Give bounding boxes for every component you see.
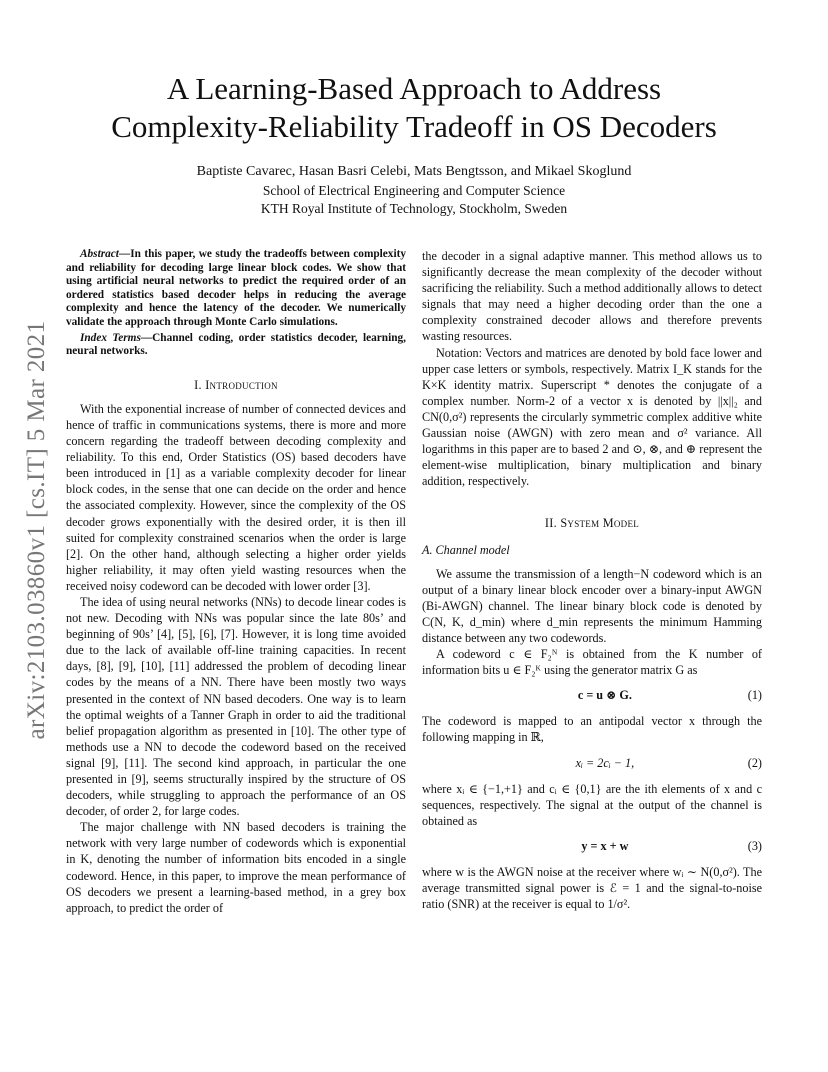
index-terms-text: —Channel coding, order statistics decoder, learning, neural networks.: [66, 331, 406, 358]
system-paragraph-4: where xᵢ ∈ {−1,+1} and cᵢ ∈ {0,1} are the ith elements of x and c sequences, respectively. The signal at the output of the channel is obtained as: [422, 781, 762, 828]
title-line-2: Complexity-Reliability Tradeoff in OS Decoders: [111, 109, 717, 144]
system-paragraph-5: where w is the AWGN noise at the receiver where wᵢ ∼ N(0,σ²). The average transmitted signal power is ℰ = 1 and the signal-to-noise ratio (SNR) at the receiver is equal to 1/σ².: [422, 865, 762, 912]
equation-1: [422, 687, 762, 703]
equation-2: [422, 755, 762, 771]
intro-paragraph-2: The idea of using neural networks (NNs) to decode linear codes is not new. Decoding with NNs was popular since the late 80s’ and beginning of 90s’ [4], [5], [6], [7]. However, it is long time avoided due to the lack of available off-line training capacities. In recent days, [8], [9], [10], [11] addressed the problem of decoding linear codes by the means of a NN. There have been mostly two ways presented in the context of NN based decoders. One way is to learn the optimal weights of a Tanner Graph in order to aid the traditional belief propagation algorithm as presented in [10]. The other type of methods use a NN to decode the codeword based on the received signal [9], [11]. The second kind approach, in particular the one presented in [9], seems structurally inspired by the structure of OS decoders, while struggling to approach the performance of an OS decoder, of order 2, for large codes.: [66, 594, 406, 819]
intro-paragraph-1: With the exponential increase of number of connected devices and hence of traffic in communications systems, there is more and more concern regarding the tradeoff between decoding complexity and reliability. To this end, Order Statistics (OS) based decoders have been introduced in [1] as a variable complexity decoder for linear block codes, in the sense that one can decide on the order and hence the associated complexity. However, since the complexity of the OS decoder grows exponentially with the desired order, it is then ill suited for complexity constrained scenarios when the order is large [2]. On the other hand, although selecting a higher order yields higher reliability, it may often yield wasting resources when the received noisy codeword can be decoded with lower order [3].: [66, 401, 406, 593]
notation-paragraph: Notation: Vectors and matrices are denoted by bold face lower and upper case letters or symbols, respectively. Matrix I_K stands for the K×K identity matrix. Superscript * denotes the conjugate of a complex number. Norm-2 of a vector x is denoted by ||x||₂ and CN(0,σ²) represents the circularly symmetric complex additive white Gaussian noise (AWGN) with zero mean and σ² variance. All logarithms in this paper are to based 2 and ⊙, ⊗, and ⊕ represent the element-wise multiplication, binary multiplication and binary addition, respectively.: [422, 345, 762, 489]
right-column: [422, 248, 762, 912]
abstract-label: Abstract: [80, 248, 119, 260]
index-terms: [66, 332, 406, 359]
section-heading-introduction: I. Introduction: [194, 377, 278, 392]
title-line-1: A Learning-Based Approach to Address: [166, 71, 662, 106]
subsection-channel-model: A. Channel model: [422, 542, 510, 557]
author-names: Baptiste Cavarec, Hasan Basri Celebi, Mats Bengtsson, and Mikael Skoglund: [196, 164, 632, 179]
equation-3-number: (3): [747, 838, 762, 853]
equation-1-number: (1): [747, 688, 762, 703]
equation-2-number: (2): [747, 755, 762, 770]
equation-3-body: y = x + w: [581, 838, 629, 853]
system-paragraph-2: A codeword c ∈ F₂ᴺ is obtained from the K number of information bits u ∈ F₂ᴷ using the generator matrix G as: [422, 647, 762, 678]
left-column: [66, 248, 406, 916]
abstract-text: —In this paper, we study the tradeoffs between complexity and reliability for decoding large linear block codes. We show that using artificial neural networks to predict the required order of an ordered statistics based decoder helps in reducing the average complexity and hence the latency of the decoder. We numerically validate the approach through Monte Carlo simulations.: [66, 248, 406, 328]
section-heading-system-model: II. System Model: [544, 516, 640, 531]
abstract: [66, 248, 406, 330]
intro-paragraph-3: The major challenge with NN based decoders is training the network with very large number of codewords which is exponential in K, denoting the number of information bits encoded in a single codeword. Hence, in this paper, to improve the mean performance of OS decoders we present a learning-based method, in a grey box approach, to predict the order of: [66, 820, 406, 915]
system-paragraph-3: The codeword is mapped to an antipodal vector x through the following mapping in ℝ,: [422, 714, 762, 745]
affiliation-institute: KTH Royal Institute of Technology, Stockholm, Sweden: [260, 201, 568, 216]
intro-continuation: the decoder in a signal adaptive manner. This method allows us to significantly decrease the mean complexity of the decoder without sacrificing the reliability. Such a method additionally allows to detect signals that may need a higher decoding order than the one a complexity constrained decoder allows and therefore prevents wasting resources.: [422, 249, 762, 344]
index-terms-label: Index Terms: [80, 331, 141, 344]
author-block: [0, 163, 828, 218]
equation-3: [422, 838, 762, 854]
affiliation-school: School of Electrical Engineering and Computer Science: [262, 183, 566, 198]
system-paragraph-1: We assume the transmission of a length−N codeword which is an output of a binary linear block encoder over a binary-input AWGN (Bi-AWGN) channel. The linear binary block code is denoted by C(N, K, d_min) where d_min represents the minimum Hamming distance between any two codewords.: [422, 566, 762, 645]
arxiv-stamp: arXiv:2103.03860v1 [cs.IT] 5 Mar 2021: [23, 320, 50, 740]
equation-1-body: c = u ⊗ G.: [577, 688, 632, 703]
equation-2-body: xᵢ = 2cᵢ − 1,: [575, 755, 635, 770]
paper-title: [0, 70, 828, 146]
